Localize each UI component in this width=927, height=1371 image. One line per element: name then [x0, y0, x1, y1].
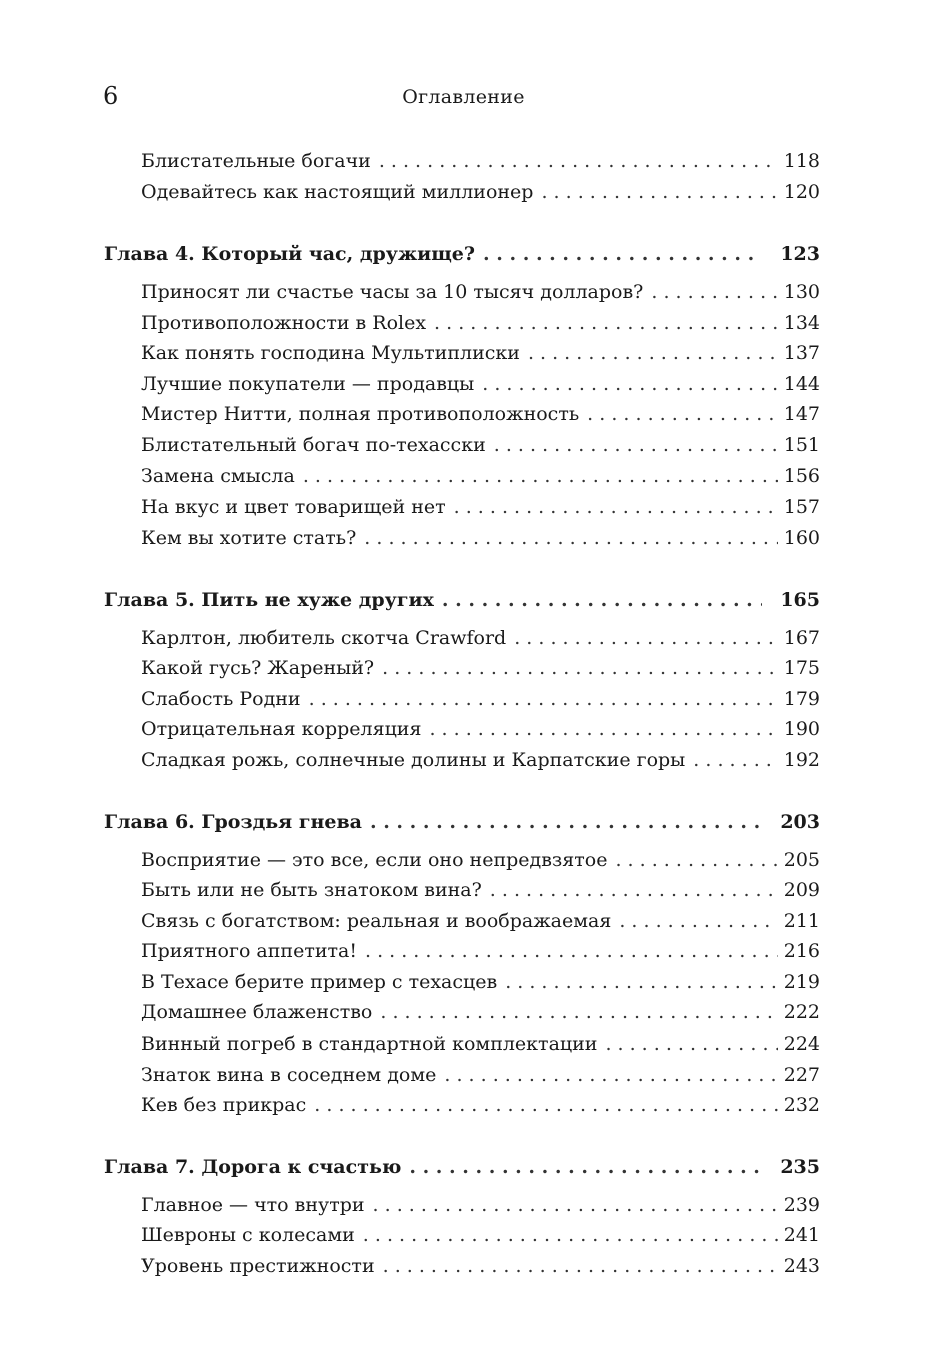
toc-entry	[141, 1192, 820, 1218]
dot-leader	[505, 969, 778, 995]
toc-entry-page: 157	[783, 496, 820, 518]
toc-entry	[141, 1031, 820, 1057]
toc-entry-page: 205	[783, 849, 820, 871]
toc-entry-title: Приятного аппетита!	[141, 940, 357, 962]
toc-entry-title: Блистательные богачи	[141, 150, 371, 172]
toc-entry-page: 241	[783, 1224, 820, 1246]
toc-entry-title: Карлтон, любитель скотча Crawford	[141, 627, 507, 649]
dot-leader	[482, 371, 777, 397]
toc-chapter-page: 123	[780, 243, 820, 265]
toc-entry-title: Шевроны с колесами	[141, 1224, 355, 1246]
toc-entry	[141, 371, 820, 397]
toc-entry-page: 137	[783, 342, 820, 364]
dot-leader	[383, 1253, 778, 1279]
dot-leader	[363, 1222, 778, 1248]
toc-entry-page: 211	[783, 910, 820, 932]
toc-entry-title: Лучшие покупатели — продавцы	[141, 373, 475, 395]
toc-chapter-page: 165	[780, 589, 820, 611]
toc-entry-page: 222	[783, 1001, 820, 1023]
dot-leader	[651, 279, 777, 305]
dot-leader	[382, 655, 778, 681]
toc-entry-page: 160	[783, 527, 820, 549]
toc-chapter-page: 203	[780, 811, 820, 833]
toc-entry-title: Винный погреб в стандартной комплектации	[141, 1033, 598, 1055]
dot-leader	[514, 625, 778, 651]
toc-entry-page: 167	[783, 627, 820, 649]
toc-entry-page: 232	[783, 1094, 820, 1116]
toc-entry	[141, 1092, 820, 1118]
toc-entry	[141, 1253, 820, 1279]
toc-chapter	[104, 809, 820, 835]
toc-entry	[141, 747, 820, 773]
dot-leader	[314, 1092, 777, 1118]
dot-leader	[429, 716, 777, 742]
toc-entry	[141, 310, 820, 336]
toc-entry	[141, 999, 820, 1025]
toc-entry	[141, 847, 820, 873]
toc-entry-page: 224	[783, 1033, 820, 1055]
toc-entry-page: 144	[783, 373, 820, 395]
toc-entry-page: 243	[783, 1255, 820, 1277]
toc-chapter	[104, 1154, 820, 1180]
toc-entry-title: Кем вы хотите стать?	[141, 527, 357, 549]
toc-entry-title: Быть или не быть знатоком вина?	[141, 879, 482, 901]
toc-chapter-title: Глава 6. Гроздья гнева	[104, 811, 362, 833]
toc-entry	[141, 340, 820, 366]
toc-entry-page: 192	[783, 749, 820, 771]
toc-entry-page: 216	[783, 940, 820, 962]
toc-entry	[141, 1222, 820, 1248]
toc-entry	[141, 625, 820, 651]
toc-entry-title: Уровень престижности	[141, 1255, 375, 1277]
toc-entry-title: Приносят ли счастье часы за 10 тысяч долларов?	[141, 281, 644, 303]
toc-entry-title: Мистер Нитти, полная противоположность	[141, 403, 580, 425]
toc-entry	[141, 494, 820, 520]
toc-chapter-title: Глава 5. Пить не хуже других	[104, 589, 434, 611]
dot-leader	[444, 1062, 777, 1088]
toc-entry-page: 175	[783, 657, 820, 679]
dot-leader	[587, 401, 778, 427]
dot-leader	[364, 525, 777, 551]
toc-chapter-page: 235	[780, 1156, 820, 1178]
toc-entry-page: 147	[783, 403, 820, 425]
dot-leader	[693, 747, 777, 773]
page-number: 6	[103, 82, 119, 110]
toc-chapter	[104, 241, 820, 267]
toc-entry	[141, 877, 820, 903]
dot-leader	[373, 1192, 778, 1218]
toc-entry-title: Главное — что внутри	[141, 1194, 365, 1216]
dot-leader	[409, 1154, 762, 1180]
toc-entry-title: Противоположности в Rolex	[141, 312, 427, 334]
toc-entry	[141, 432, 820, 458]
dot-leader	[434, 310, 778, 336]
toc-entry	[141, 1062, 820, 1088]
dot-leader	[379, 148, 778, 174]
toc-chapter-title: Глава 4. Который час, дружище?	[104, 243, 476, 265]
toc-entry-page: 209	[783, 879, 820, 901]
dot-leader	[615, 847, 777, 873]
toc-entry	[141, 401, 820, 427]
dot-leader	[490, 877, 778, 903]
toc-entry-title: Замена смысла	[141, 465, 295, 487]
running-head: Оглавление	[402, 86, 525, 108]
dot-leader	[454, 494, 778, 520]
toc-entry	[141, 686, 820, 712]
toc-entry-title: Домашнее блаженство	[141, 1001, 373, 1023]
dot-leader	[605, 1031, 777, 1057]
toc-entry-title: Какой гусь? Жареный?	[141, 657, 375, 679]
dot-leader	[309, 686, 778, 712]
dot-leader	[541, 179, 777, 205]
toc-entry	[141, 716, 820, 742]
toc-chapter-title: Глава 7. Дорога к счастью	[104, 1156, 402, 1178]
toc-entry-page: 179	[783, 688, 820, 710]
toc-entry-page: 130	[783, 281, 820, 303]
toc-entry-page: 134	[783, 312, 820, 334]
dot-leader	[619, 908, 777, 934]
toc-entry	[141, 279, 820, 305]
toc-entry-page: 239	[783, 1194, 820, 1216]
dot-leader	[494, 432, 778, 458]
toc-chapter	[104, 587, 820, 613]
toc-entry	[141, 969, 820, 995]
toc-entry-page: 156	[783, 465, 820, 487]
toc-entry-title: Блистательный богач по-техасски	[141, 434, 486, 456]
toc-entry	[141, 148, 820, 174]
toc-entry	[141, 463, 820, 489]
toc-entry-page: 219	[783, 971, 820, 993]
toc-entry-title: Слабость Родни	[141, 688, 301, 710]
toc-entry-title: На вкус и цвет товарищей нет	[141, 496, 446, 518]
toc-entry-page: 190	[783, 718, 820, 740]
dot-leader	[370, 809, 762, 835]
dot-leader	[365, 938, 778, 964]
dot-leader	[380, 999, 777, 1025]
dot-leader	[442, 587, 762, 613]
toc-entry	[141, 938, 820, 964]
toc-entry-title: Сладкая рожь, солнечные долины и Карпатские горы	[141, 749, 686, 771]
toc-entry-title: В Техасе берите пример с техасцев	[141, 971, 498, 993]
toc-entry-title: Знаток вина в соседнем доме	[141, 1064, 437, 1086]
toc-entry-page: 151	[783, 434, 820, 456]
toc-entry	[141, 525, 820, 551]
toc-entry-page: 227	[783, 1064, 820, 1086]
toc-entry	[141, 179, 820, 205]
toc-entry	[141, 908, 820, 934]
dot-leader	[303, 463, 778, 489]
toc-entry-title: Отрицательная корреляция	[141, 718, 422, 740]
toc-entry-title: Связь с богатством: реальная и воображаемая	[141, 910, 612, 932]
dot-leader	[528, 340, 778, 366]
toc-entry-page: 120	[783, 181, 820, 203]
toc-entry-title: Как понять господина Мультиплиски	[141, 342, 520, 364]
toc-entry-page: 118	[783, 150, 820, 172]
toc-entry-title: Кев без прикрас	[141, 1094, 307, 1116]
toc-entry-title: Одевайтесь как настоящий миллионер	[141, 181, 534, 203]
toc-entry-title: Восприятие — это все, если оно непредвзятое	[141, 849, 608, 871]
toc-entry	[141, 655, 820, 681]
dot-leader	[483, 241, 762, 267]
